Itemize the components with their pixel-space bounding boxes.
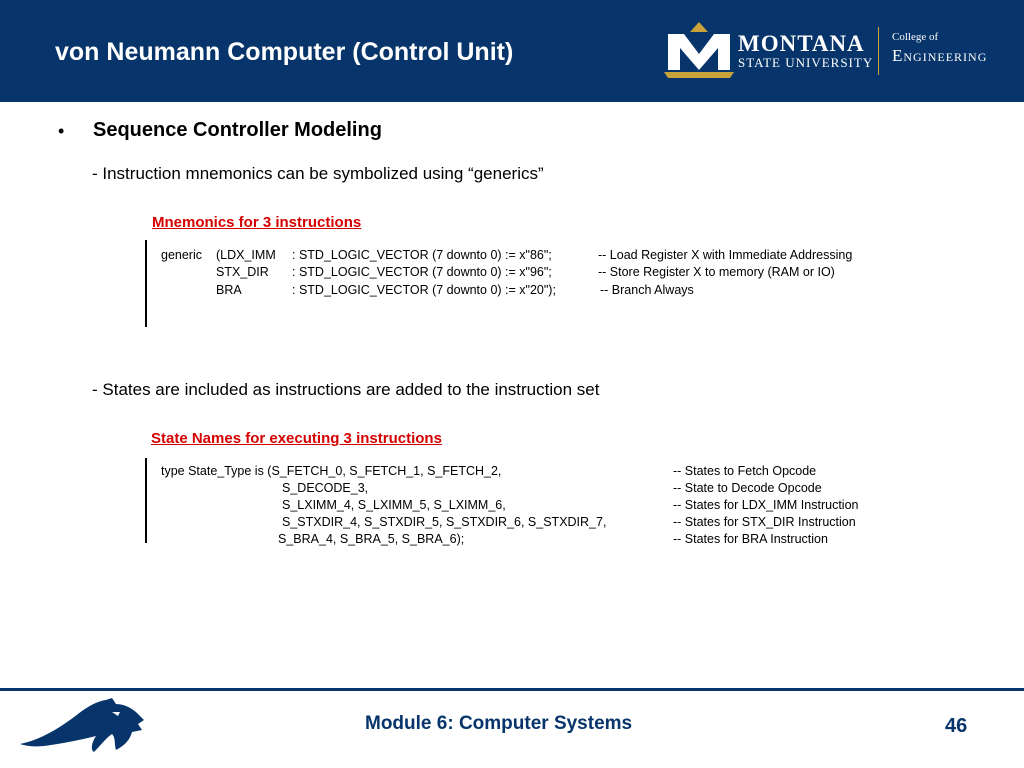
- mnemonic-declaration: : STD_LOGIC_VECTOR (7 downto 0) := x"20");: [292, 283, 556, 297]
- state-code-line: S_BRA_4, S_BRA_5, S_BRA_6);: [278, 532, 465, 546]
- state-code-line: type State_Type is (S_FETCH_0, S_FETCH_1, S_FETCH_2,: [161, 464, 502, 478]
- bobcat-logo-icon: [20, 698, 145, 754]
- mnemonic-comment: -- Load Register X with Immediate Addressing: [598, 248, 853, 262]
- code-block-bar: [145, 458, 147, 543]
- mnemonic-name: (LDX_IMM: [216, 248, 276, 262]
- state-code-line: S_STXDIR_4, S_STXDIR_5, S_STXDIR_6, S_STXDIR_7,: [282, 515, 607, 529]
- state-code-line: S_DECODE_3,: [282, 481, 369, 495]
- page-number: 46: [945, 715, 968, 737]
- logo-divider: [878, 27, 879, 75]
- header-band: [0, 0, 1024, 102]
- university-name-line1: MONTANA: [738, 31, 865, 56]
- mnemonics-label: Mnemonics for 3 instructions: [152, 214, 362, 231]
- college-line2: Engineering: [892, 46, 988, 65]
- subpoint-states: - States are included as instructions are added to the instruction set: [92, 380, 600, 399]
- mnemonic-comment: -- Branch Always: [600, 283, 694, 297]
- state-comment: -- State to Decode Opcode: [673, 481, 822, 495]
- code-block-bar: [145, 240, 147, 327]
- state-comment: -- States for LDX_IMM Instruction: [673, 498, 859, 512]
- subpoint-generics: - Instruction mnemonics can be symbolized using “generics”: [92, 164, 544, 183]
- bullet-heading: Sequence Controller Modeling: [93, 119, 382, 141]
- college-wordmark: [892, 30, 987, 67]
- generic-keyword: generic: [161, 248, 202, 262]
- mnemonic-declaration: : STD_LOGIC_VECTOR (7 downto 0) := x"86";: [292, 248, 552, 262]
- college-line1: College of: [892, 31, 939, 43]
- msu-m-logo-icon: [664, 22, 734, 78]
- state-comment: -- States to Fetch Opcode: [673, 464, 817, 478]
- state-names-label: State Names for executing 3 instructions: [151, 430, 442, 447]
- mnemonic-declaration: : STD_LOGIC_VECTOR (7 downto 0) := x"96";: [292, 265, 552, 279]
- mnemonic-name: STX_DIR: [216, 265, 269, 279]
- state-comment: -- States for STX_DIR Instruction: [673, 515, 856, 529]
- mnemonic-name: BRA: [216, 283, 242, 297]
- bullet-marker: •: [58, 121, 65, 141]
- state-code-line: S_LXIMM_4, S_LXIMM_5, S_LXIMM_6,: [282, 498, 506, 512]
- mnemonic-comment: -- Store Register X to memory (RAM or IO): [598, 265, 835, 279]
- slide-title: von Neumann Computer (Control Unit): [55, 38, 514, 66]
- footer-rule: [0, 688, 1024, 691]
- university-name-line2: STATE UNIVERSITY: [738, 55, 874, 70]
- state-comment: -- States for BRA Instruction: [673, 532, 828, 546]
- university-wordmark: [738, 32, 873, 70]
- module-title: Module 6: Computer Systems: [365, 713, 633, 734]
